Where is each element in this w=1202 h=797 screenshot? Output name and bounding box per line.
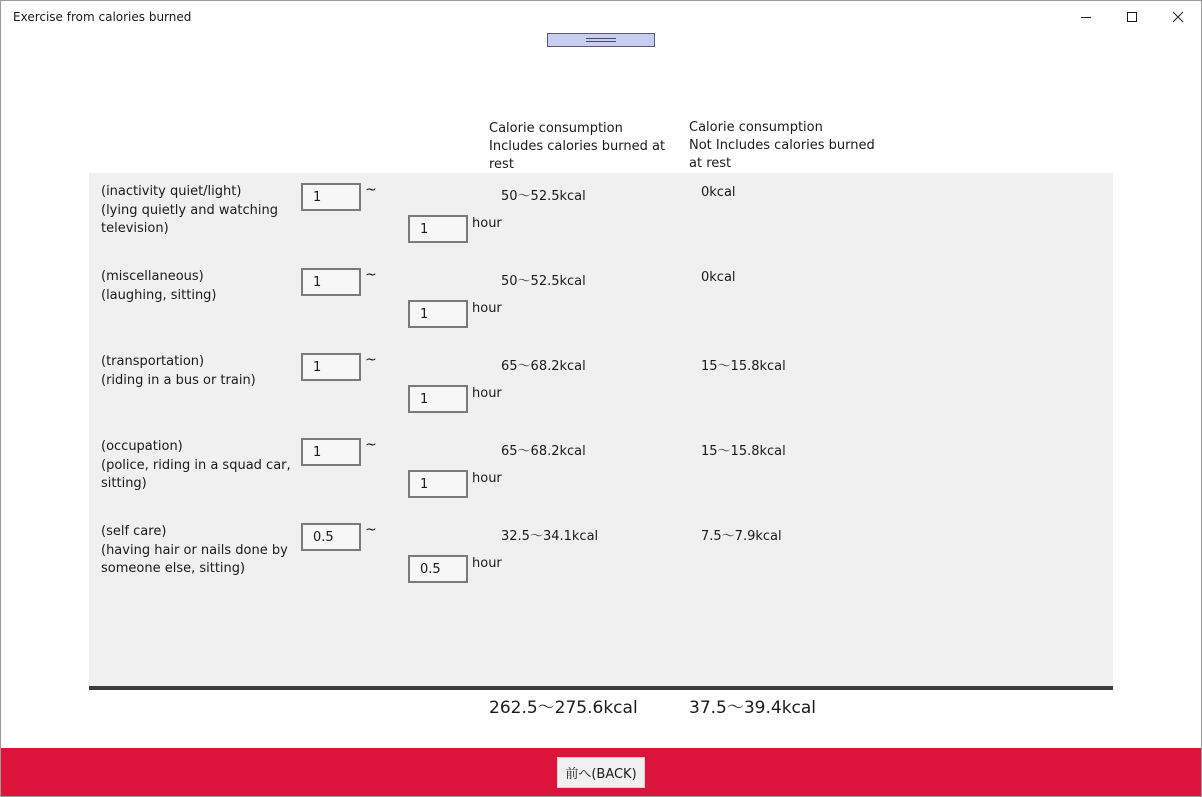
back-button[interactable]: 前へ(BACK): [557, 757, 645, 788]
grip-line: [586, 41, 616, 42]
close-button[interactable]: [1155, 1, 1201, 33]
kcal-excl-rest: 0kcal: [701, 185, 736, 200]
hours-to-input[interactable]: [408, 300, 468, 328]
footer-bar: [1, 748, 1201, 796]
activity-description: (having hair or nails done by someone else, sitting): [101, 542, 288, 576]
activity-row: [89, 173, 1113, 258]
kcal-incl-rest: 50〜52.5kcal: [501, 189, 586, 204]
kcal-incl-rest: 65〜68.2kcal: [501, 444, 586, 459]
hour-label: hour: [472, 556, 502, 571]
activity-label: [101, 268, 293, 305]
activity-category: (miscellaneous): [101, 269, 204, 284]
minimize-button[interactable]: [1063, 1, 1109, 33]
kcal-excl-rest: 0kcal: [701, 270, 736, 285]
splitter-handle[interactable]: [547, 33, 655, 47]
total-divider: [89, 686, 1113, 690]
hours-from-input[interactable]: [301, 268, 361, 296]
activity-description: (police, riding in a squad car, sitting): [101, 457, 291, 491]
activity-label: [101, 523, 293, 579]
hours-to-input[interactable]: [408, 470, 468, 498]
range-tilde: ~: [365, 352, 377, 368]
range-tilde: ~: [365, 522, 377, 538]
range-tilde: ~: [365, 267, 377, 283]
header-excl-line1: Calorie consumption: [689, 120, 823, 135]
header-excl-rest: [689, 119, 889, 173]
activity-description: (laughing, sitting): [101, 287, 217, 303]
activity-category: (transportation): [101, 354, 205, 369]
grip-line: [586, 38, 616, 39]
hour-label: hour: [472, 471, 502, 486]
activity-row: [89, 513, 1113, 598]
range-tilde: ~: [365, 182, 377, 198]
activity-category: (occupation): [101, 439, 183, 454]
activity-description: (riding in a bus or train): [101, 372, 256, 388]
close-icon: [1172, 11, 1184, 23]
kcal-incl-rest: 32.5〜34.1kcal: [501, 529, 599, 544]
kcal-excl-rest: 7.5〜7.9kcal: [701, 529, 782, 544]
activity-description: (lying quietly and watching television): [101, 202, 279, 236]
title-bar: [1, 1, 1201, 33]
total-excl-rest: 37.5〜39.4kcal: [689, 698, 817, 718]
hours-from-input[interactable]: [301, 183, 361, 211]
kcal-incl-rest: 65〜68.2kcal: [501, 359, 586, 374]
maximize-icon: [1126, 11, 1138, 23]
kcal-excl-rest: 15〜15.8kcal: [701, 444, 786, 459]
hours-from-input[interactable]: [301, 353, 361, 381]
activity-row: [89, 258, 1113, 343]
activity-row: [89, 343, 1113, 428]
activity-category: (inactivity quiet/light): [101, 184, 242, 199]
minimize-icon: [1080, 11, 1092, 23]
hours-to-input[interactable]: [408, 385, 468, 413]
hours-to-input[interactable]: [408, 555, 468, 583]
maximize-button[interactable]: [1109, 1, 1155, 33]
window-title: Exercise from calories burned: [13, 10, 192, 24]
total-incl-rest: 262.5〜275.6kcal: [489, 698, 638, 718]
hours-to-input[interactable]: [408, 215, 468, 243]
hours-from-input[interactable]: [301, 523, 361, 551]
activity-row: [89, 428, 1113, 513]
hours-from-input[interactable]: [301, 438, 361, 466]
activity-list: [89, 173, 1113, 687]
header-excl-line2: Not Includes calories burned at rest: [689, 138, 875, 171]
activity-label: [101, 353, 293, 390]
activity-label: [101, 438, 293, 494]
kcal-excl-rest: 15〜15.8kcal: [701, 359, 786, 374]
header-incl-line2: Includes calories burned at rest: [489, 139, 666, 172]
activity-category: (self care): [101, 524, 167, 539]
header-incl-line1: Calorie consumption: [489, 121, 623, 136]
header-incl-rest: [489, 120, 689, 174]
hour-label: hour: [472, 301, 502, 316]
range-tilde: ~: [365, 437, 377, 453]
activity-label: [101, 183, 293, 239]
kcal-incl-rest: 50〜52.5kcal: [501, 274, 586, 289]
hour-label: hour: [472, 216, 502, 231]
hour-label: hour: [472, 386, 502, 401]
